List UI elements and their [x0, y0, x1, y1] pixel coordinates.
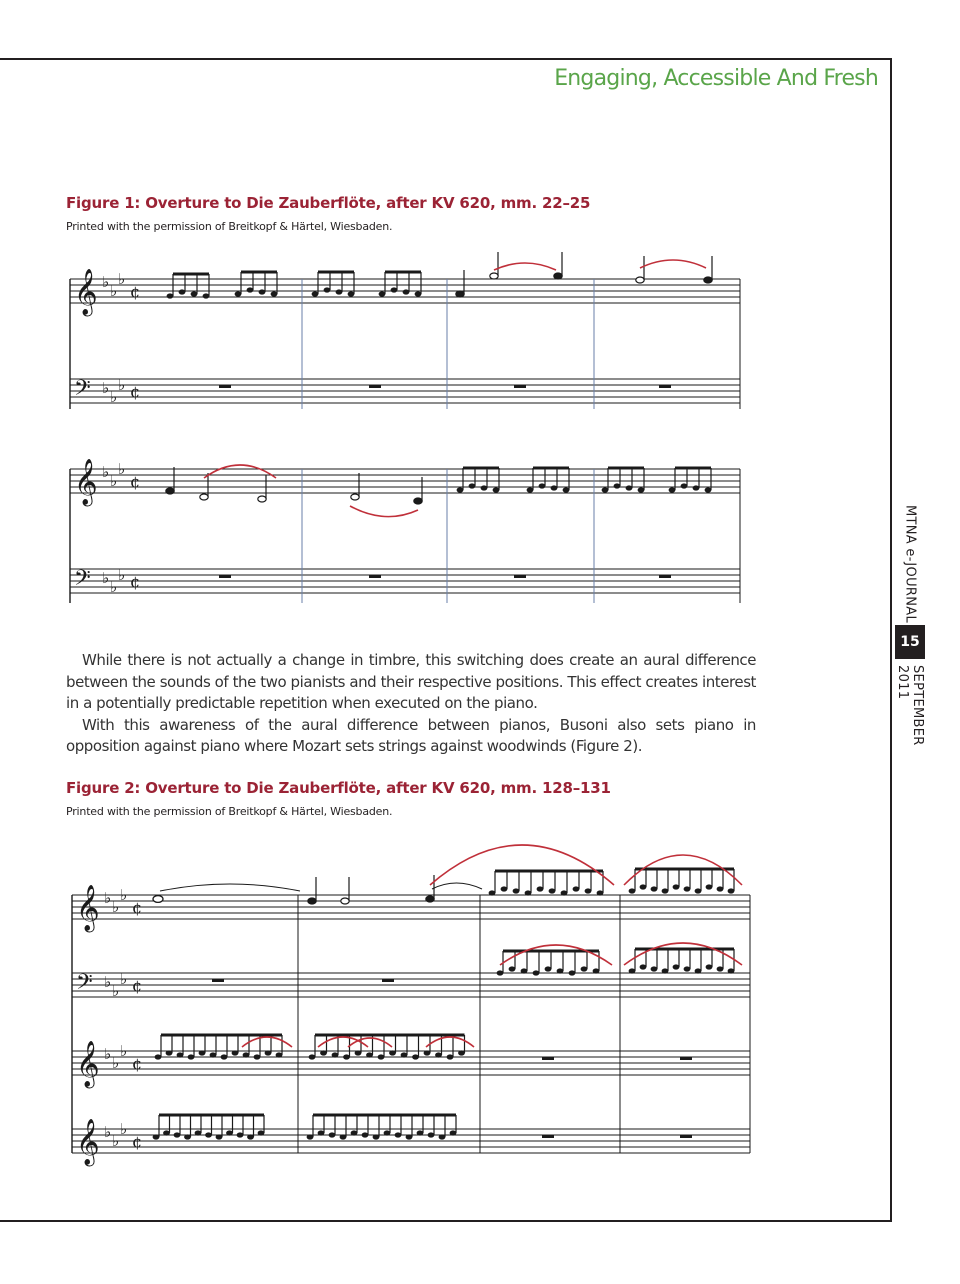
flat-sign: ♭ [102, 379, 110, 397]
note-head [481, 485, 488, 490]
figure-2-score [0, 825, 760, 1180]
note-head [188, 1054, 195, 1059]
note-head [155, 1054, 162, 1059]
note-head [417, 1130, 424, 1135]
whole-rest [369, 575, 381, 578]
note-head [629, 888, 636, 893]
flat-sign: ♭ [120, 970, 128, 988]
treble-clef: 𝄞 [74, 269, 98, 315]
note-head [640, 884, 647, 889]
half-note [636, 277, 644, 283]
note-head [513, 888, 520, 893]
note-head [366, 1052, 373, 1057]
whole-rest [542, 1057, 554, 1060]
issue-date: SEPTEMBER 2011 [895, 665, 925, 746]
note-head [525, 890, 532, 895]
whole-rest [680, 1057, 692, 1060]
whole-rest [369, 385, 381, 388]
half-note [351, 494, 359, 500]
flat-sign: ♭ [120, 886, 128, 904]
flat-sign: ♭ [120, 1120, 128, 1138]
quarter-note [414, 498, 422, 504]
whole-rest [514, 385, 526, 388]
journal-name: MTNA e-JOURNAL [902, 505, 918, 623]
note-head [362, 1132, 369, 1137]
note-head [717, 966, 724, 971]
figure-2-credit: Printed with the permission of Breitkopf & Härtel, Wiesbaden. [66, 805, 393, 818]
note-head [533, 970, 540, 975]
note-head [614, 483, 621, 488]
bass-clef: 𝄢 [76, 970, 93, 1000]
note-head [728, 888, 735, 893]
slur [500, 945, 612, 965]
flat-sign: ♭ [112, 982, 120, 1000]
note-head [163, 1130, 170, 1135]
note-head [336, 289, 343, 294]
note-head [597, 890, 604, 895]
note-head [166, 1050, 173, 1055]
flat-sign: ♭ [110, 578, 118, 596]
note-head [237, 1132, 244, 1137]
half-note [341, 898, 349, 904]
note-head [593, 968, 600, 973]
slur [430, 845, 614, 885]
note-head [179, 289, 186, 294]
note-head [391, 287, 398, 292]
note-head [551, 485, 558, 490]
cut-time-sign: ¢ [132, 976, 143, 995]
flat-sign: ♭ [104, 1045, 112, 1063]
note-head [695, 888, 702, 893]
flat-sign: ♭ [112, 898, 120, 916]
note-head [401, 1052, 408, 1057]
figure-1-title: Figure 1: Overture to Die Zauberflöte, after KV 620, mm. 22–25 [66, 194, 591, 212]
note-head [226, 1130, 233, 1135]
cut-time-sign: ¢ [132, 1054, 143, 1073]
note-head [705, 487, 712, 492]
cut-time-sign: ¢ [132, 1132, 143, 1151]
cut-time-sign: ¢ [132, 898, 143, 917]
note-head [406, 1134, 413, 1139]
note-head [247, 287, 254, 292]
tie [160, 884, 300, 891]
note-head [247, 1134, 254, 1139]
flat-sign: ♭ [102, 569, 110, 587]
note-head [378, 1054, 385, 1059]
paragraph-1: While there is not actually a change in timbre, this switching does create an aural difference between the sounds of the two pianists and their respective positions. This effect creates interest in a potentially predictable repetition when executed on the piano. [66, 651, 756, 712]
note-head [235, 291, 242, 296]
note-head [403, 289, 410, 294]
treble-clef: 𝄞 [74, 459, 98, 505]
note-head [457, 487, 464, 492]
flat-sign: ♭ [118, 376, 126, 394]
page-number: 15 [895, 625, 925, 659]
note-head [265, 1050, 272, 1055]
note-head [573, 886, 580, 891]
note-head [271, 291, 278, 296]
note-head [205, 1132, 212, 1137]
note-head [447, 1054, 454, 1059]
note-head [557, 968, 564, 973]
note-head [629, 968, 636, 973]
note-head [626, 485, 633, 490]
note-head [210, 1052, 217, 1057]
note-head [203, 293, 210, 298]
note-head [184, 1134, 191, 1139]
note-head [355, 1050, 362, 1055]
note-head [563, 487, 570, 492]
note-head [384, 1130, 391, 1135]
note-head [706, 964, 713, 969]
quarter-note [166, 488, 174, 494]
slur [426, 1037, 474, 1047]
flat-sign: ♭ [110, 388, 118, 406]
note-head [340, 1134, 347, 1139]
cut-time-sign: ¢ [130, 282, 141, 301]
whole-rest [514, 575, 526, 578]
slur [640, 260, 706, 268]
note-head [489, 890, 496, 895]
whole-rest [219, 575, 231, 578]
slur [494, 263, 556, 270]
figure-2-title: Figure 2: Overture to Die Zauberflöte, after KV 620, mm. 128–131 [66, 779, 611, 797]
note-head [348, 291, 355, 296]
cut-time-sign: ¢ [130, 382, 141, 401]
note-head [177, 1052, 184, 1057]
note-head [435, 1052, 442, 1057]
note-head [343, 1054, 350, 1059]
figure-1-score [0, 250, 760, 615]
tie [432, 883, 482, 889]
note-head [561, 890, 568, 895]
note-head [259, 289, 266, 294]
slur [204, 465, 276, 478]
note-head [312, 291, 319, 296]
note-head [684, 886, 691, 891]
note-head [232, 1050, 239, 1055]
note-head [549, 888, 556, 893]
note-head [695, 968, 702, 973]
note-head [501, 886, 508, 891]
note-head [167, 293, 174, 298]
note-head [153, 1134, 160, 1139]
page-header-title: Engaging, Accessible And Fresh [554, 66, 878, 91]
quarter-note [704, 277, 712, 283]
note-head [638, 487, 645, 492]
bass-clef: 𝄢 [74, 376, 91, 406]
sidebar [895, 505, 925, 775]
treble-clef: 𝄞 [76, 885, 100, 931]
quarter-note [456, 291, 464, 297]
note-head [428, 1132, 435, 1137]
note-head [669, 487, 676, 492]
flat-sign: ♭ [118, 460, 126, 478]
note-head [651, 886, 658, 891]
note-head [379, 291, 386, 296]
bass-clef: 𝄢 [74, 566, 91, 596]
flat-sign: ♭ [104, 1123, 112, 1141]
half-note [490, 273, 498, 279]
note-head [329, 1132, 336, 1137]
note-head [662, 968, 669, 973]
whole-rest [382, 979, 394, 982]
note-head [199, 1050, 206, 1055]
note-head [684, 966, 691, 971]
quarter-note [426, 896, 434, 902]
note-head [195, 1130, 202, 1135]
whole-rest [212, 979, 224, 982]
whole-rest [542, 1135, 554, 1138]
note-head [662, 888, 669, 893]
note-head [254, 1054, 261, 1059]
note-head [640, 964, 647, 969]
flat-sign: ♭ [112, 1054, 120, 1072]
note-head [497, 970, 504, 975]
quarter-note [308, 898, 316, 904]
note-head [521, 968, 528, 973]
note-head [216, 1134, 223, 1139]
slur [624, 943, 742, 965]
note-head [717, 886, 724, 891]
note-head [320, 1050, 327, 1055]
note-head [424, 1050, 431, 1055]
slur [350, 506, 418, 517]
note-head [258, 1130, 265, 1135]
note-head [469, 483, 476, 488]
whole-rest [680, 1135, 692, 1138]
treble-clef: 𝄞 [76, 1119, 100, 1165]
flat-sign: ♭ [102, 463, 110, 481]
flat-sign: ♭ [104, 973, 112, 991]
note-head [351, 1130, 358, 1135]
flat-sign: ♭ [110, 472, 118, 490]
paragraph-2: With this awareness of the aural difference between pianos, Busoni also sets piano in opposition against piano where Mozart sets strings against woodwinds (Figure 2). [66, 715, 756, 755]
note-head [395, 1132, 402, 1137]
flat-sign: ♭ [104, 889, 112, 907]
note-head [243, 1052, 250, 1057]
note-head [681, 483, 688, 488]
figure-1-credit: Printed with the permission of Breitkopf & Härtel, Wiesbaden. [66, 220, 393, 233]
half-note [258, 496, 266, 502]
note-head [307, 1134, 314, 1139]
note-head [324, 287, 331, 292]
cut-time-sign: ¢ [130, 472, 141, 491]
note-head [527, 487, 534, 492]
note-head [415, 291, 422, 296]
note-head [191, 291, 198, 296]
note-head [458, 1050, 465, 1055]
flat-sign: ♭ [112, 1132, 120, 1150]
treble-clef: 𝄞 [76, 1041, 100, 1087]
note-head [539, 483, 546, 488]
note-head [450, 1130, 457, 1135]
flat-sign: ♭ [110, 282, 118, 300]
note-head [174, 1132, 181, 1137]
body-text [66, 650, 756, 758]
whole-note [153, 896, 163, 903]
quarter-note [554, 273, 562, 279]
note-head [581, 966, 588, 971]
note-head [309, 1054, 316, 1059]
note-head [569, 970, 576, 975]
flat-sign: ♭ [102, 273, 110, 291]
note-head [602, 487, 609, 492]
note-head [545, 966, 552, 971]
note-head [318, 1130, 325, 1135]
note-head [389, 1050, 396, 1055]
note-head [332, 1052, 339, 1057]
flat-sign: ♭ [118, 270, 126, 288]
half-note [200, 494, 208, 500]
note-head [706, 884, 713, 889]
note-head [673, 964, 680, 969]
note-head [585, 888, 592, 893]
cut-time-sign: ¢ [130, 572, 141, 591]
note-head [509, 966, 516, 971]
note-head [651, 966, 658, 971]
note-head [537, 886, 544, 891]
whole-rest [219, 385, 231, 388]
note-head [728, 968, 735, 973]
note-head [412, 1054, 419, 1059]
note-head [673, 884, 680, 889]
flat-sign: ♭ [118, 566, 126, 584]
note-head [693, 485, 700, 490]
note-head [276, 1052, 283, 1057]
note-head [439, 1134, 446, 1139]
flat-sign: ♭ [120, 1042, 128, 1060]
note-head [373, 1134, 380, 1139]
whole-rest [659, 575, 671, 578]
whole-rest [659, 385, 671, 388]
note-head [221, 1054, 228, 1059]
note-head [493, 487, 500, 492]
